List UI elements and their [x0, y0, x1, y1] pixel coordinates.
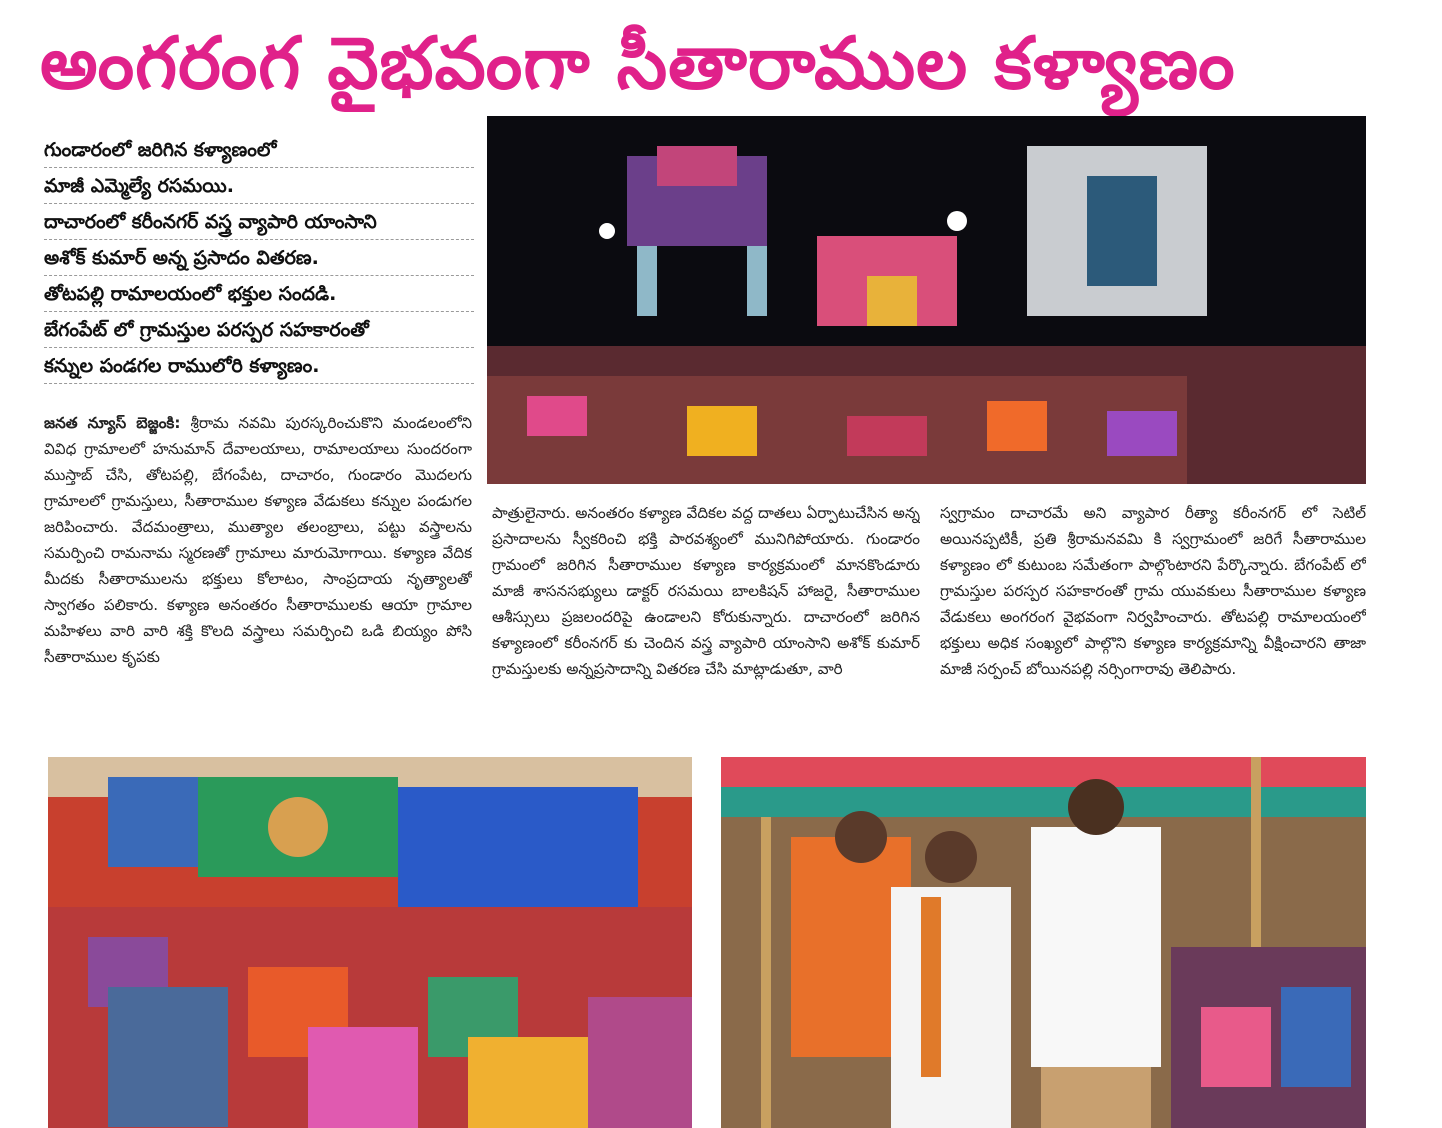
highlight-line: అశోక్ కుమార్ అన్న ప్రసాదం వితరణ.	[44, 240, 474, 276]
highlight-line: దాచారంలో కరీంనగర్ వస్త్ర వ్యాపారి యాంసాని	[44, 204, 474, 240]
highlight-line: తోటపల్లి రామాలయంలో భక్తుల సందడి.	[44, 276, 474, 312]
article-text: పాత్రులైనారు. అనంతరం కళ్యాణ వేదికల వద్ద దాతలు ఏర్పాటుచేసిన అన్న ప్రసాదాలను స్వీకరించి భక్తి పారవశ్యంలో మునిగిపోయారు. గుండారం గ్రామంలో జరిగిన సీతారాముల కళ్యాణ కార్యక్రమంలో మానకొండూరు మాజీ శాసనసభ్యులు డాక్టర్ రసమయి బాలకిషన్ హాజరై, సీతారాముల ఆశీస్సులు ప్రజలందరిపై ఉండాలని కోరుకున్నారు. దాచారంలో జరిగిన కళ్యాణంలో కరీంనగర్ కు చెందిన వస్త్ర వ్యాపారి యాంసాని అశోక్ కుమార్ గ్రామస్తులకు అన్నప్రసాదాన్ని వితరణ చేసి మాట్లాడుతూ, వారి	[492, 504, 920, 678]
highlight-line: గుండారంలో జరిగిన కళ్యాణంలో	[44, 132, 474, 168]
article-column-3	[940, 500, 1366, 744]
highlight-line: బేగంపేట్ లో గ్రామస్తుల పరస్పర సహకారంతో	[44, 312, 474, 348]
village-kalyanam-devotees-photo	[48, 757, 692, 1128]
leaders-greeting-photo	[721, 757, 1366, 1128]
article-text: స్వగ్రామం దాచారమే అని వ్యాపార రీత్యా కరీంనగర్ లో సెటిల్ అయినప్పటికీ, ప్రతి శ్రీరామనవమి కి స్వగ్రామంలో జరిగే సీతారాముల కళ్యాణం లో కుటుంబ సమేతంగా పాల్గొంటారని పేర్కొన్నారు. బేగంపేట్ లో గ్రామస్తుల పరస్పర సహకారంతో గ్రామ యువకులు సీతారాముల కళ్యాణ వేడుకలు అంగరంగ వైభవంగా నిర్వహించారు. తోటపల్లి రామాలయంలో భక్తులు అధిక సంఖ్యలో పాల్గొని కళ్యాణ కార్యక్రమాన్ని వీక్షించారని తాజా మాజీ సర్పంచ్ బోయినపల్లి నర్సింగారావు తెలిపారు.	[940, 504, 1366, 678]
night-kalyanam-crowd-photo	[487, 116, 1366, 484]
article-text: శ్రీరామ నవమి పురస్కరించుకొని మండలంలోని వివిధ గ్రామాలలో హనుమాన్ దేవాలయాలు, రామాలయాలు సుందరంగా ముస్తాబ్ చేసి, తోటపల్లి, బేగంపేట, దాచారం, గుండారం మొదలగు గ్రామాలలో గ్రామస్తులు, సీతారాముల కళ్యాణ వేడుకలు కన్నుల పండుగల జరిపించారు. వేదమంత్రాలు, ముత్యాల తలంబ్రాలు, పట్టు వస్త్రాలను సమర్పించి రామనామ స్మరణతో గ్రామాలు మారుమోగాయి. కళ్యాణ వేదిక మీదకు సీతారాములను భక్తులు కోలాటం, సాంప్రదాయ నృత్యాలతో స్వాగతం పలికారు. కళ్యాణ అనంతరం సీతారాములకు ఆయా గ్రామాల మహిళలు వారి వారి శక్తి కొలది వస్త్రాలు సమర్పించి ఒడి బియ్యం పోసి సీతారాముల కృపకు	[44, 414, 472, 666]
highlights-box	[44, 132, 474, 384]
highlight-line: మాజీ ఎమ్మెల్యే రసమయి.	[44, 168, 474, 204]
headline: అంగరంగ వైభవంగా సీతారాముల కళ్యాణం	[40, 21, 1236, 105]
article-column-2	[492, 500, 920, 744]
highlight-line: కన్నుల పండగల రాములోరి కళ్యాణం.	[44, 348, 474, 384]
article-column-1	[44, 410, 472, 746]
byline: జనత న్యూస్ బెజ్జంకి:	[44, 414, 191, 432]
